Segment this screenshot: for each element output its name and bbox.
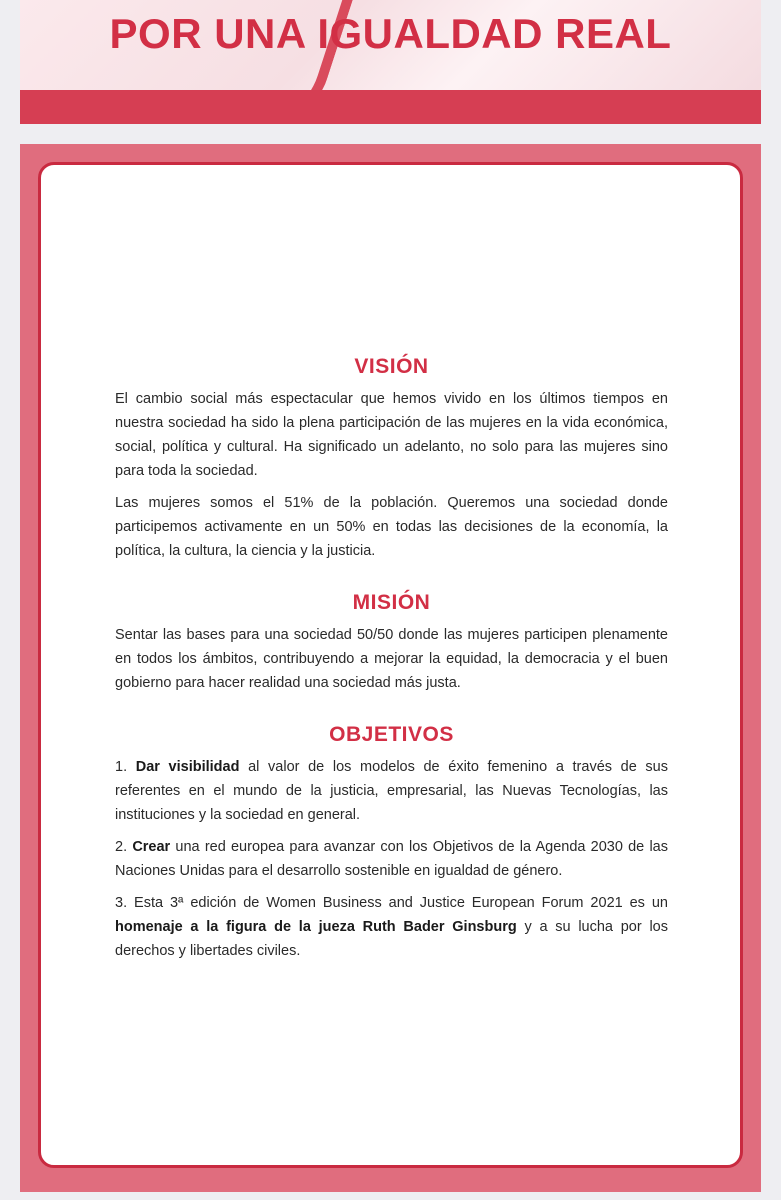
- vision-paragraph: Las mujeres somos el 51% de la población. Queremos una sociedad donde participemos activamente en un 50% en todas las decisiones de la economía, la política, la cultura, la ciencia y la justicia.: [115, 495, 668, 559]
- objective-highlight: homenaje a la figura de la jueza Ruth Bader Ginsburg: [115, 919, 517, 935]
- objective-prefix: 1.: [115, 759, 136, 775]
- content-frame: [20, 144, 761, 1192]
- header-banner: [20, 0, 761, 124]
- content-body: [115, 355, 668, 991]
- mision-section: [115, 591, 668, 695]
- objective-highlight: Crear: [132, 839, 171, 855]
- objective-item: [115, 835, 668, 883]
- objective-prefix: 2.: [115, 839, 133, 855]
- page-title: POR UNA IGUALDAD REAL: [109, 10, 672, 57]
- objective-prefix: 3. Esta 3ª edición de Women Business and Justice European Forum 2021 es un: [115, 895, 668, 911]
- objetivos-section: [115, 723, 668, 963]
- objective-text: y a su lucha por los derechos y libertades civiles.: [115, 919, 668, 959]
- objective-text: una red europea para avanzar con los Objetivos de la Agenda 2030 de las Naciones Unidas para el desarrollo sostenible en igualdad de género.: [115, 839, 668, 879]
- banner-bar: [20, 90, 761, 124]
- vision-heading: VISIÓN: [354, 355, 429, 378]
- objective-highlight: Dar visibilidad: [135, 759, 240, 775]
- objective-item: [115, 755, 668, 827]
- objective-text: al valor de los modelos de éxito femenino a través de sus referentes en el mundo de la justicia, empresarial, las Nuevas Tecnologías, las instituciones y la sociedad en general.: [115, 759, 668, 823]
- vision-section: [115, 355, 668, 563]
- vision-paragraph: El cambio social más espectacular que hemos vivido en los últimos tiempos en nuestra sociedad ha sido la plena participación de las mujeres en la vida económica, social, política y cultural. Ha significado un adelanto, no solo para las mujeres sino para toda la sociedad.: [115, 391, 668, 479]
- objetivos-heading: OBJETIVOS: [329, 723, 454, 746]
- mision-heading: MISIÓN: [352, 591, 431, 614]
- objective-item: [115, 891, 668, 963]
- content-card: [38, 162, 743, 1168]
- mision-paragraph: Sentar las bases para una sociedad 50/50 donde las mujeres participen plenamente en todos los ámbitos, contribuyendo a mejorar la equidad, la democracia y el buen gobierno para hacer realidad una sociedad más justa.: [115, 627, 668, 691]
